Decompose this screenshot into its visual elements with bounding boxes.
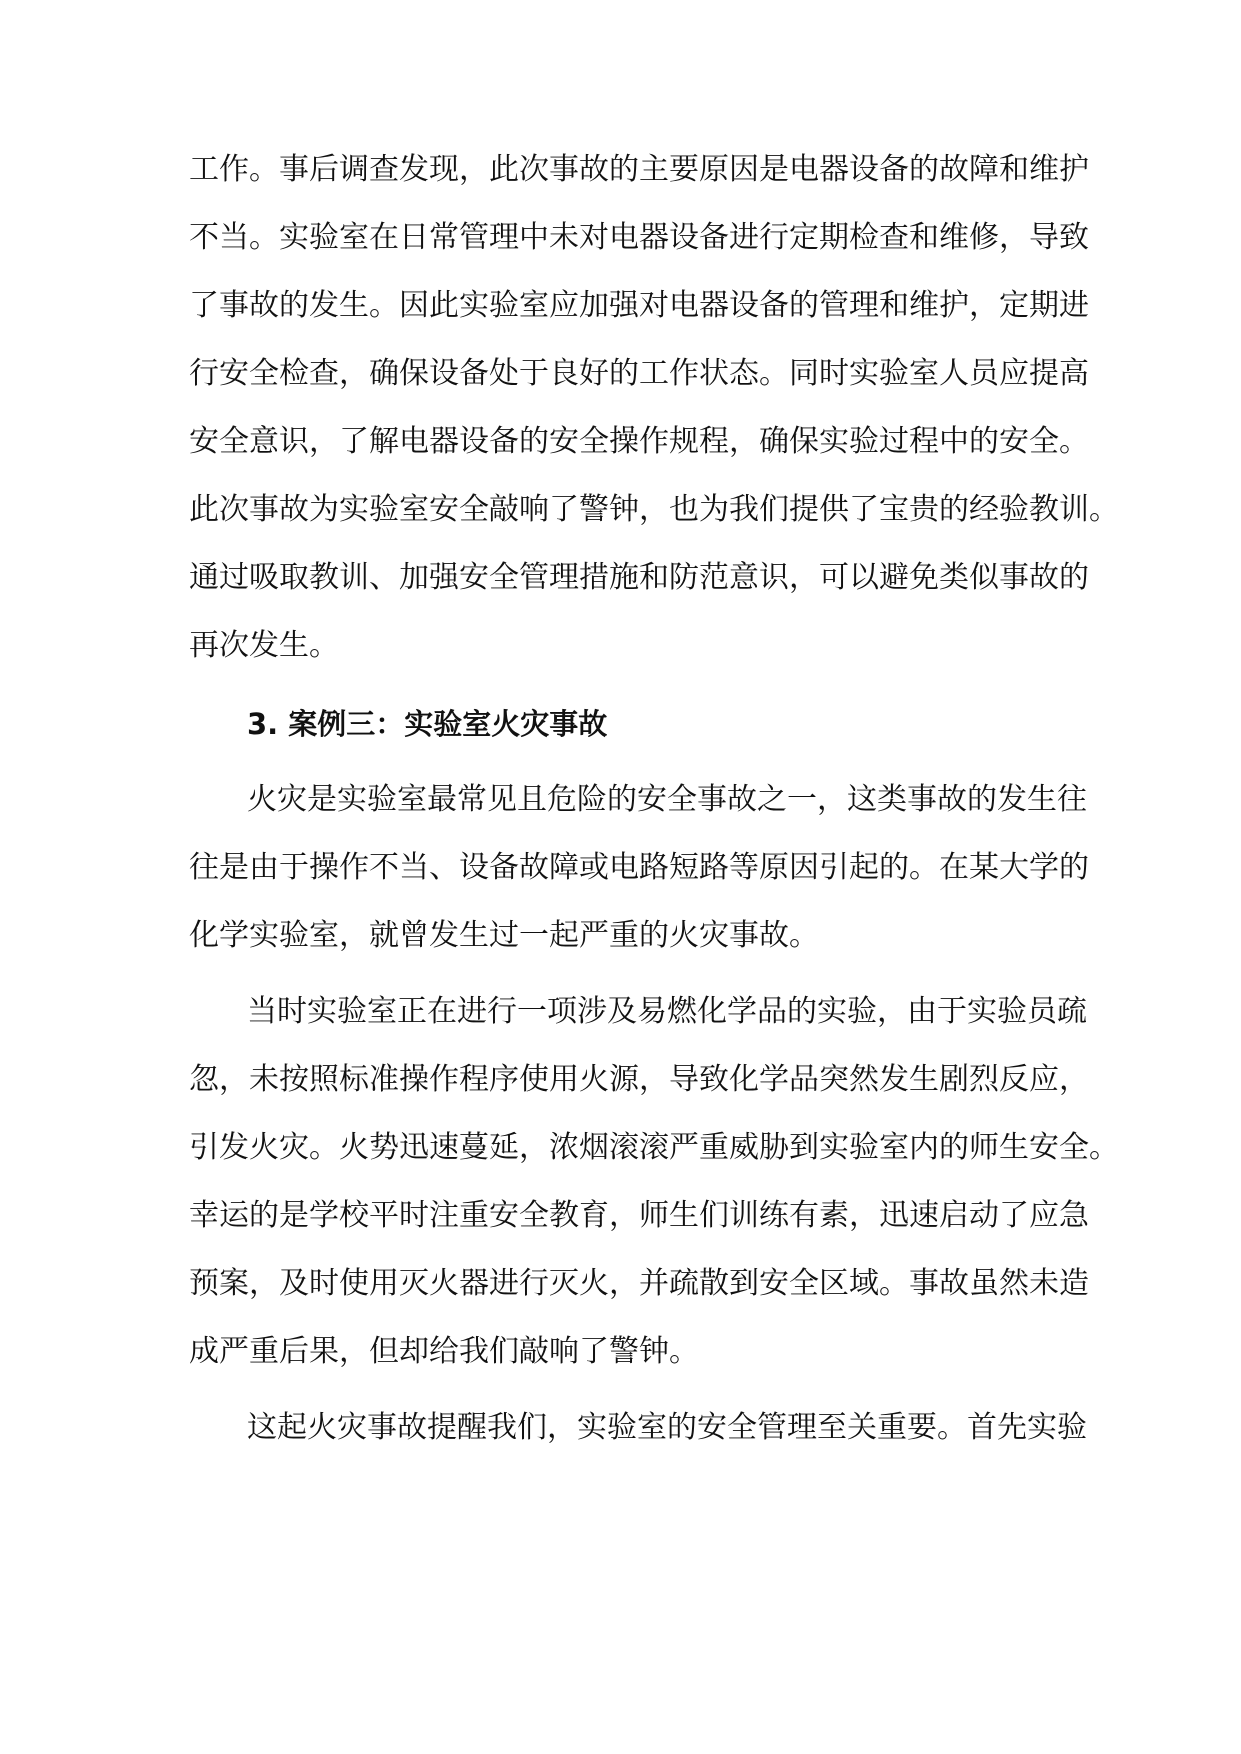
paragraph-line: 这起火灾事故提醒我们，实验室的安全管理至关重要。首先实验 [247,1410,1087,1445]
paragraph-line: 火灾是实验室最常见且危险的安全事故之一，这类事故的发生往 [247,782,1087,817]
section-heading: 3. 案例三：实验室火灾事故 [247,707,608,741]
paragraph-line: 此次事故为实验室安全敲响了警钟，也为我们提供了宝贵的经验教训。 [189,492,1119,527]
paragraph-line: 工作。事后调查发现，此次事故的主要原因是电器设备的故障和维护 [189,152,1089,187]
paragraph-line: 化学实验室，就曾发生过一起严重的火灾事故。 [189,918,819,953]
paragraph-line: 再次发生。 [189,628,339,663]
paragraph-line: 了事故的发生。因此实验室应加强对电器设备的管理和维护，定期进 [189,288,1089,323]
paragraph-line: 成严重后果，但却给我们敲响了警钟。 [189,1334,699,1369]
paragraph-line: 幸运的是学校平时注重安全教育，师生们训练有素，迅速启动了应急 [189,1198,1089,1233]
paragraph-line: 引发火灾。火势迅速蔓延，浓烟滚滚严重威胁到实验室内的师生安全。 [189,1130,1119,1165]
paragraph-line: 通过吸取教训、加强安全管理措施和防范意识，可以避免类似事故的 [189,560,1089,595]
paragraph-line: 安全意识，了解电器设备的安全操作规程，确保实验过程中的安全。 [189,424,1089,459]
paragraph-line: 忽，未按照标准操作程序使用火源，导致化学品突然发生剧烈反应， [189,1062,1089,1097]
paragraph-line: 当时实验室正在进行一项涉及易燃化学品的实验，由于实验员疏 [247,994,1087,1029]
paragraph-line: 行安全检查，确保设备处于良好的工作状态。同时实验室人员应提高 [189,356,1089,391]
paragraph-line: 不当。实验室在日常管理中未对电器设备进行定期检查和维修，导致 [189,220,1089,255]
paragraph-line: 往是由于操作不当、设备故障或电路短路等原因引起的。在某大学的 [189,850,1089,885]
paragraph-line: 预案，及时使用灭火器进行灭火，并疏散到安全区域。事故虽然未造 [189,1266,1089,1301]
